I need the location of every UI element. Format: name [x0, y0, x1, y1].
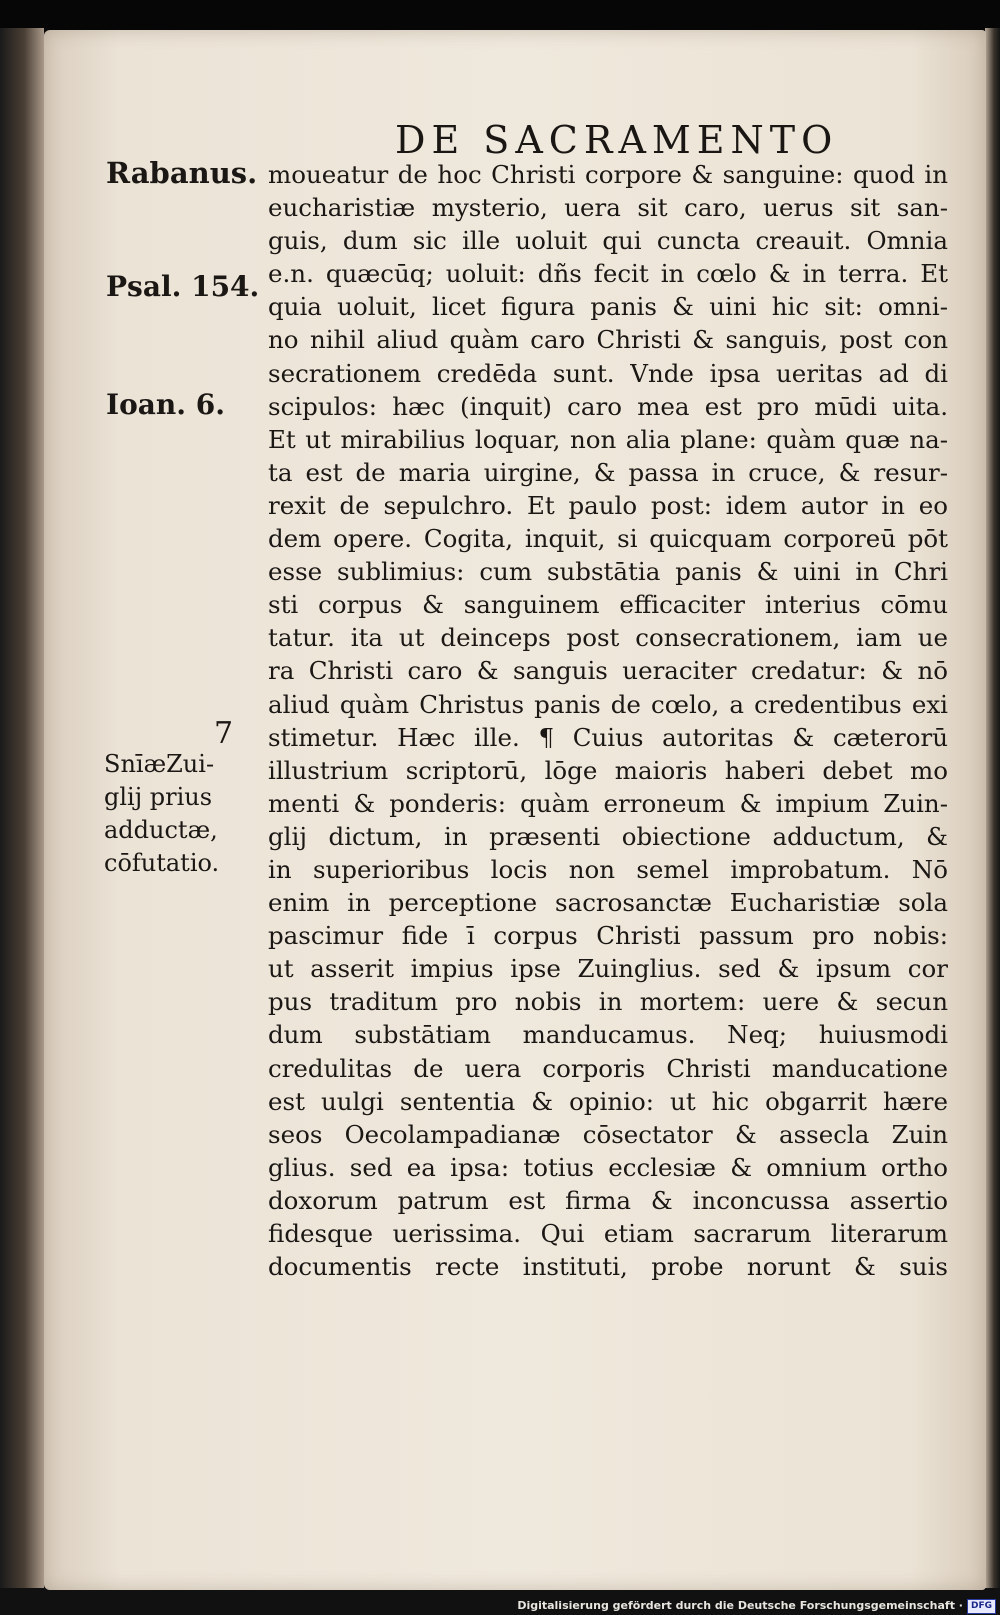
text-line: guis, dum sic ille uoluit qui cuncta creauit. Omnia: [268, 226, 948, 256]
text-line: aliud quàm Christus panis de cœlo, a credentibus exi: [268, 689, 948, 719]
text-line: ut asserit impius ipse Zuinglius. sed & ipsum cor: [268, 954, 948, 984]
digitization-credit: [0, 1596, 996, 1615]
text-line: seos Oecolampadianæ cōsectator & assecla Zuin: [268, 1119, 948, 1149]
text-line: glius. sed ea ipsa: totius ecclesiæ & omnium ortho: [268, 1152, 948, 1182]
text-line: credulitas de uera corporis Christi manducatione: [268, 1053, 948, 1083]
book-right-edge: [985, 28, 1000, 1588]
text-line: esse sublimius: cum substātia panis & uini in Chri: [268, 557, 948, 587]
text-line: quia uoluit, licet figura panis & uini hic sit: omni-: [268, 292, 948, 322]
text-line: no nihil aliud quàm caro Christi & sanguis, post con: [268, 325, 948, 355]
dfg-logo: DFG: [967, 1599, 996, 1614]
text-line: moueatur de hoc Christi corpore & sanguine: quod in: [268, 160, 948, 189]
text-line: eucharistiæ mysterio, uera sit caro, uerus sit san-: [268, 193, 948, 223]
margin-note-psalm: Psal. 154.: [106, 270, 260, 303]
text-line: secrationem credēda sunt. Vnde ipsa ueritas ad di: [268, 358, 948, 388]
text-line: est uulgi sententia & opinio: ut hic obgarrit hære: [268, 1086, 948, 1116]
margin-note-ioan: Ioan. 6.: [106, 388, 225, 421]
text-line: Et ut mirabilius loquar, non alia plane: quàm quæ na-: [268, 424, 948, 454]
text-line: illustrium scriptorū, lōge maioris haberi debet mo: [268, 755, 948, 785]
text-line: e.n. quæcūq; uoluit: dñs fecit in cœlo & in terra. Et: [268, 259, 948, 289]
text-line: pus traditum pro nobis in mortem: uere & secun: [268, 987, 948, 1017]
text-line: enim in perceptione sacrosanctæ Eucharistiæ sola: [268, 888, 948, 918]
text-line: in superioribus locis non semel improbatum. Nō: [268, 854, 948, 884]
running-heading: DE SACRAMENTO: [395, 118, 839, 162]
body-text: [268, 158, 948, 1283]
text-line: rexit de sepulchro. Et paulo post: idem autor in eo: [268, 490, 948, 520]
margin-note-line: adductæ,: [104, 816, 218, 844]
scan-top-border: [0, 0, 1000, 32]
text-line: dum substātiam manducamus. Neq; huiusmodi: [268, 1020, 948, 1050]
text-line: dem opere. Cogita, inquit, si quicquam corporeū pōt: [268, 524, 948, 554]
margin-note-rabanus: Rabanus.: [106, 156, 258, 190]
margin-note-line: SnīæZui-: [104, 750, 215, 778]
margin-note-line: cōfutatio.: [104, 849, 220, 877]
text-line: doxorum patrum est firma & inconcussa assertio: [268, 1185, 948, 1215]
credit-text: Digitalisierung gefördert durch die Deutsche Forschungsgemeinschaft ·: [517, 1599, 963, 1612]
text-line: ra Christi caro & sanguis ueraciter credatur: & nō: [268, 656, 948, 686]
text-line: menti & ponderis: quàm erroneum & impium Zuin-: [268, 788, 948, 818]
text-line: fidesque uerissima. Qui etiam sacrarum literarum: [268, 1219, 948, 1248]
text-line: documentis recte instituti, probe norunt & suis: [268, 1252, 948, 1282]
margin-note-line: glij prius: [104, 783, 213, 811]
text-line: pascimur fide ī corpus Christi passum pro nobis:: [268, 921, 948, 951]
margin-note-number: 7: [214, 716, 234, 751]
margin-note-refutation: [104, 748, 219, 880]
text-line: tatur. ita ut deinceps post consecrationem, iam ue: [268, 623, 948, 653]
text-line: sti corpus & sanguinem efficaciter interius cōmu: [268, 590, 948, 620]
text-line: glij dictum, in præsenti obiectione adductum, &: [268, 821, 948, 851]
text-line: ta est de maria uirgine, & passa in cruce, & resur-: [268, 457, 948, 487]
book-left-edge: [0, 28, 44, 1588]
text-line: stimetur. Hæc ille. ¶ Cuius autoritas & cæterorū: [268, 722, 948, 752]
text-line: scipulos: hæc (inquit) caro mea est pro mūdi uita.: [268, 391, 948, 421]
